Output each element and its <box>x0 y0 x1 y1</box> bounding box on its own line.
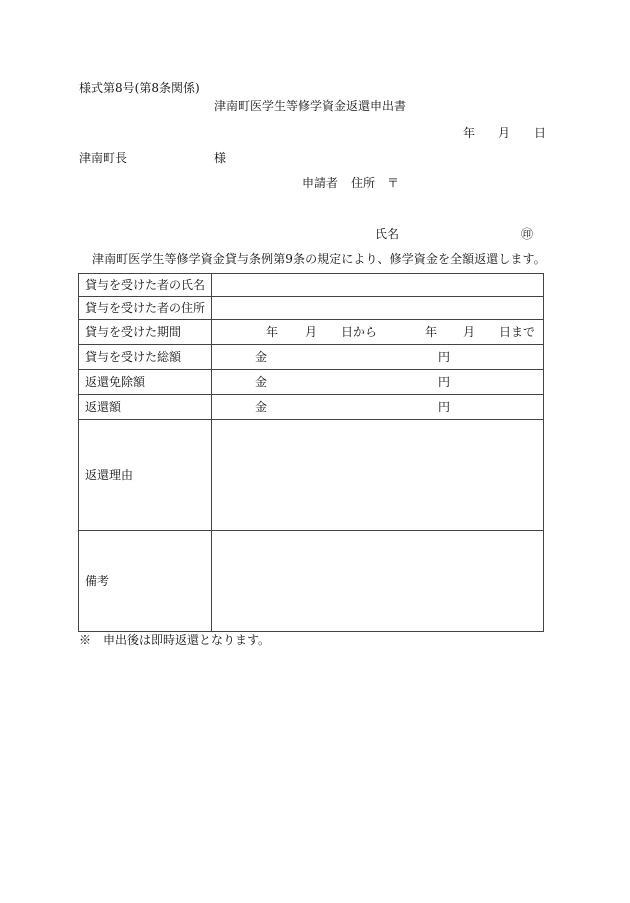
kin-label: 金 <box>255 400 268 414</box>
postal-mark: 〒 <box>387 176 400 190</box>
table-row <box>79 395 544 420</box>
row-label: 備考 <box>79 531 212 632</box>
table-row <box>79 531 544 632</box>
recipient-name-cell <box>212 274 544 297</box>
yen-label: 円 <box>438 350 451 364</box>
kin-label: 金 <box>255 350 268 364</box>
honorific: 様 <box>214 151 227 165</box>
row-label: 貸与を受けた期間 <box>79 320 212 345</box>
yen-label: 円 <box>438 375 451 389</box>
row-label: 貸与を受けた者の氏名 <box>79 274 212 297</box>
date-year-label: 年 <box>463 126 476 140</box>
footnote: ※ 申出後は即時返還となります。 <box>79 633 271 647</box>
seal-mark: ㊞ <box>521 227 534 241</box>
exemption-amount-cell <box>212 370 544 395</box>
date-month-label: 月 <box>498 126 511 140</box>
table-row <box>79 420 544 531</box>
table-row <box>79 320 544 345</box>
addressee: 津南町長 <box>79 151 128 165</box>
repayment-reason-cell <box>212 420 544 531</box>
table-row <box>79 297 544 320</box>
repayment-amount-cell <box>212 395 544 420</box>
date-day-label: 日 <box>534 126 547 140</box>
loan-period-cell <box>212 320 544 345</box>
statement: 津南町医学生等修学資金貸与条例第9条の規定により、修学資金を全額返還します。 <box>92 252 546 266</box>
yen-label: 円 <box>438 400 451 414</box>
form-number: 様式第8号(第8条関係) <box>79 81 200 95</box>
table-row <box>79 370 544 395</box>
row-label: 貸与を受けた者の住所 <box>79 297 212 320</box>
applicant-label: 申請者 <box>302 176 339 190</box>
period-start-year: 年 <box>266 325 279 339</box>
kin-label: 金 <box>255 375 268 389</box>
period-end-year: 年 <box>425 325 438 339</box>
row-label: 貸与を受けた総額 <box>79 345 212 370</box>
table-row <box>79 274 544 297</box>
application-table <box>78 273 544 632</box>
row-label: 返還額 <box>79 395 212 420</box>
address-label: 住所 <box>351 176 376 190</box>
period-end-day: 日まで <box>499 325 536 339</box>
period-start-day: 日から <box>341 325 378 339</box>
period-end-month: 月 <box>463 325 476 339</box>
remarks-cell <box>212 531 544 632</box>
table-row <box>79 345 544 370</box>
name-label: 氏名 <box>375 227 400 241</box>
total-amount-cell <box>212 345 544 370</box>
row-label: 返還免除額 <box>79 370 212 395</box>
row-label: 返還理由 <box>79 420 212 531</box>
period-start-month: 月 <box>305 325 318 339</box>
page-title: 津南町医学生等修学資金返還申出書 <box>214 99 407 113</box>
recipient-address-cell <box>212 297 544 320</box>
